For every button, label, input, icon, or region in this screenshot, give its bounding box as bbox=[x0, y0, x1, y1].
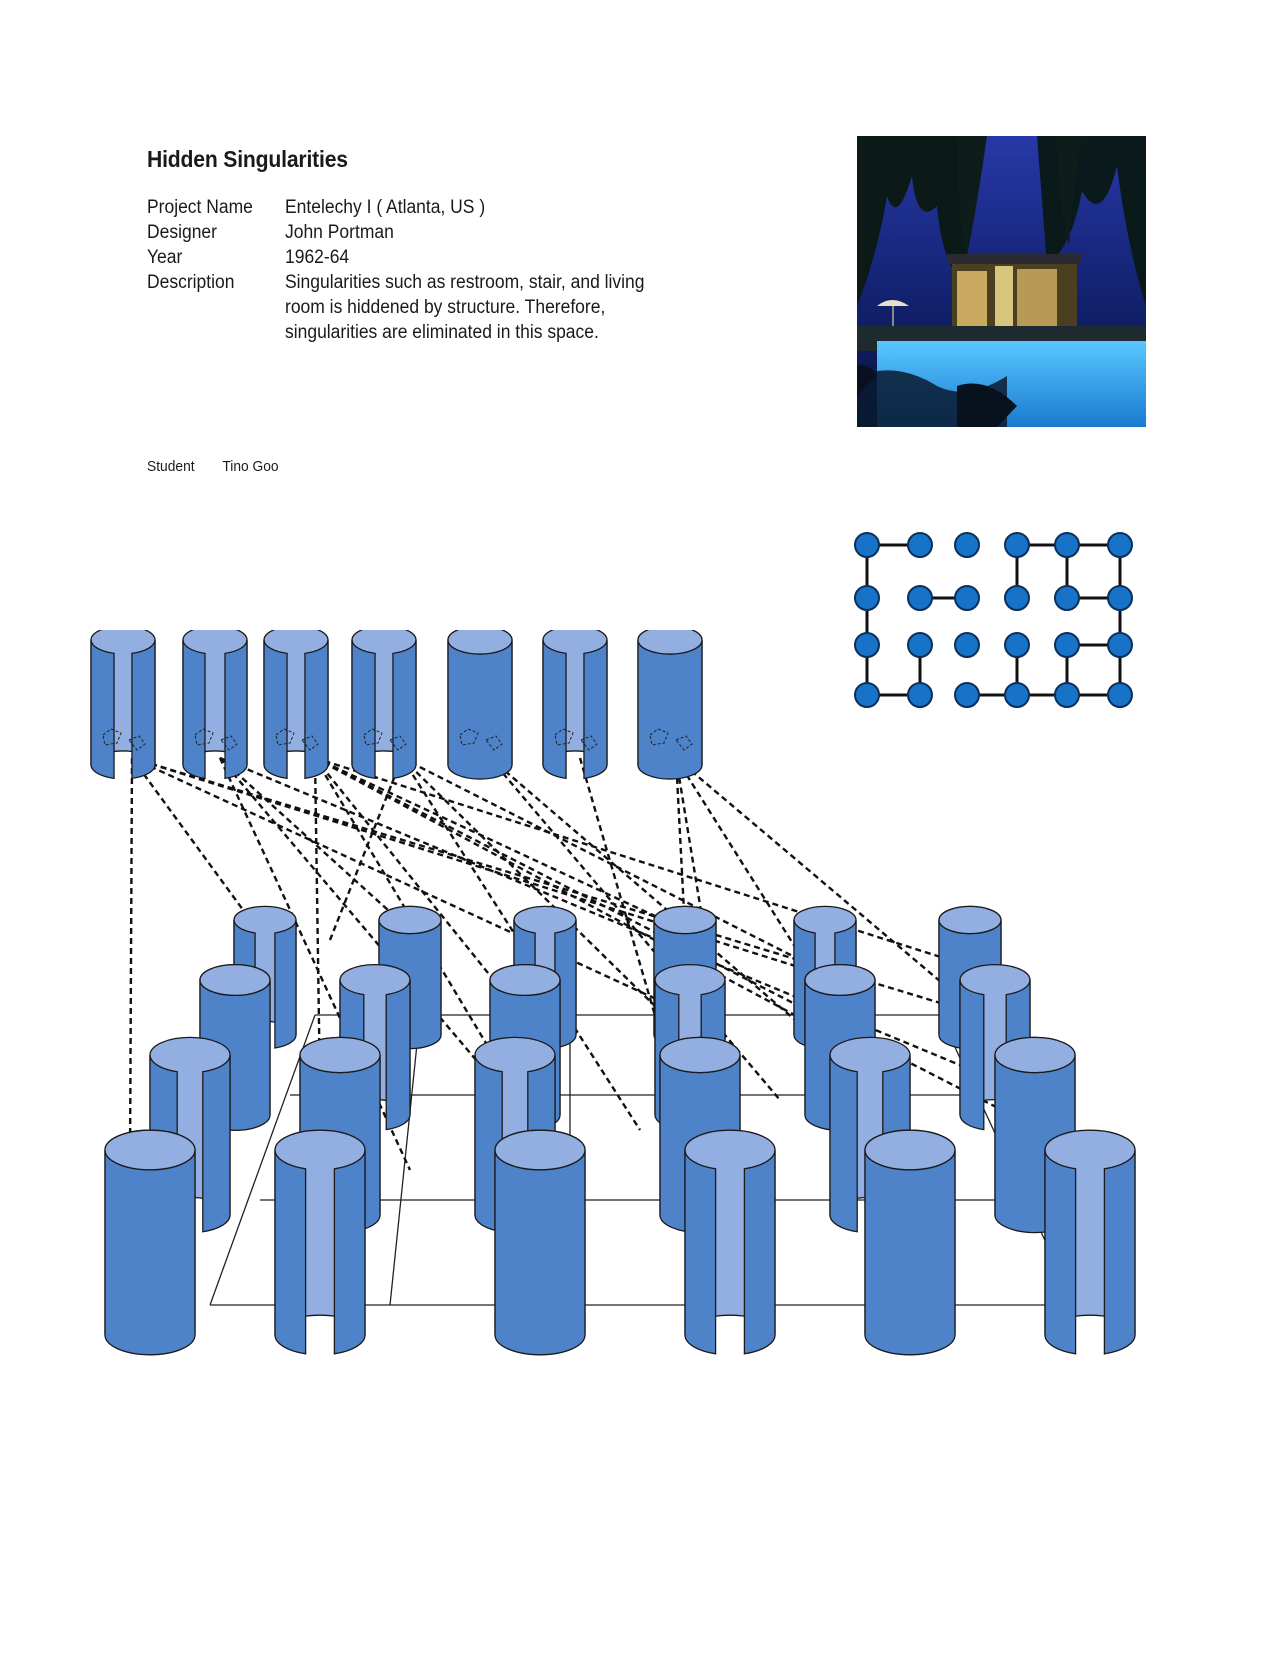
exploded-column bbox=[183, 630, 247, 778]
grid-column bbox=[1045, 1130, 1135, 1354]
grid-node bbox=[908, 586, 932, 610]
student-credit bbox=[147, 458, 279, 475]
info-value: John Portman bbox=[285, 222, 394, 243]
connection-line bbox=[315, 758, 685, 930]
column-perspective-drawing bbox=[80, 630, 1220, 1430]
grid-node bbox=[855, 533, 879, 557]
grid-node bbox=[1055, 533, 1079, 557]
grid-column bbox=[105, 1130, 195, 1355]
info-label: Designer bbox=[147, 222, 217, 243]
exploded-column bbox=[638, 630, 702, 779]
grid-node bbox=[955, 586, 979, 610]
house-photo bbox=[857, 136, 1146, 427]
student-name: Tino Goo bbox=[222, 458, 279, 475]
exploded-column bbox=[264, 630, 328, 778]
info-label: Description bbox=[147, 272, 235, 293]
grid-node bbox=[855, 586, 879, 610]
info-row-designer bbox=[147, 220, 699, 245]
grid-node bbox=[908, 533, 932, 557]
grid-column bbox=[865, 1130, 955, 1355]
page-title: Hidden Singularities bbox=[147, 146, 348, 172]
project-info bbox=[147, 195, 747, 345]
info-label: Year bbox=[147, 247, 183, 268]
grid-node bbox=[1055, 586, 1079, 610]
exploded-column bbox=[543, 630, 607, 778]
info-value: Entelechy I ( Atlanta, US ) bbox=[285, 197, 486, 218]
info-value: Singularities such as restroom, stair, and living room is hiddened by structure. Therefore, singularities are eliminated in this space. bbox=[285, 272, 645, 343]
exploded-column bbox=[448, 630, 512, 779]
grid-node bbox=[1005, 586, 1029, 610]
connection-line bbox=[676, 758, 685, 930]
grid-columns bbox=[105, 906, 1135, 1354]
grid-node bbox=[1005, 533, 1029, 557]
connection-line bbox=[130, 758, 132, 1160]
info-label: Project Name bbox=[147, 197, 253, 218]
student-label: Student bbox=[147, 458, 195, 475]
info-row-project-name bbox=[147, 195, 699, 220]
exploded-column bbox=[352, 630, 416, 778]
info-row-year bbox=[147, 245, 699, 270]
grid-node bbox=[1108, 586, 1132, 610]
grid-column bbox=[685, 1130, 775, 1354]
info-value: 1962-64 bbox=[285, 247, 350, 268]
grid-node bbox=[1108, 533, 1132, 557]
exploded-column-elements bbox=[91, 630, 702, 779]
info-row-description bbox=[147, 270, 699, 345]
grid-node bbox=[955, 533, 979, 557]
exploded-column bbox=[91, 630, 155, 778]
grid-column bbox=[275, 1130, 365, 1354]
grid-column bbox=[495, 1130, 585, 1355]
